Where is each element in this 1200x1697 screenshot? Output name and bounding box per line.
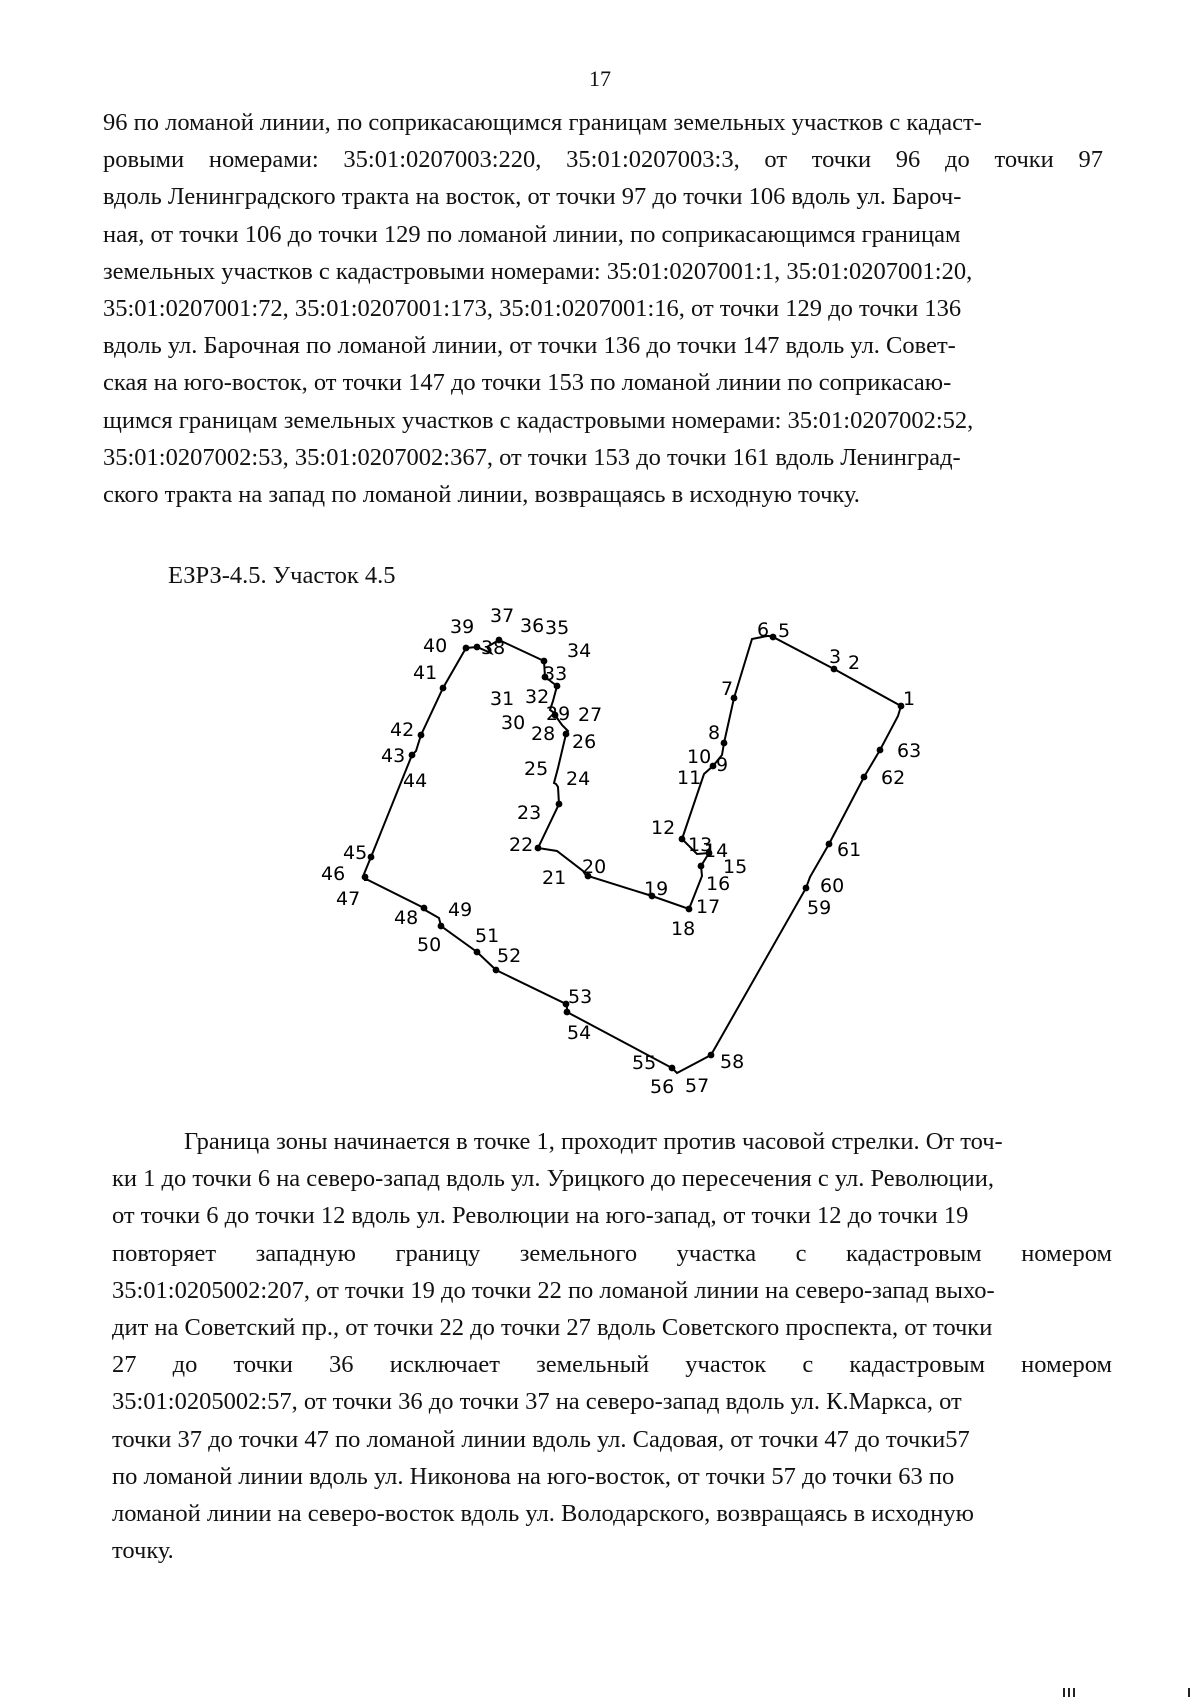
vertex-marker (679, 836, 686, 843)
point-label: 47 (336, 888, 361, 910)
scan-artifact (1063, 1688, 1065, 1697)
diagram-caption: ЕЗРЗ-4.5. Участок 4.5 (168, 562, 396, 589)
point-label: 19 (644, 878, 669, 900)
vertex-marker (698, 863, 705, 870)
vertex-marker (535, 845, 542, 852)
vertex-marker (474, 644, 481, 651)
point-label: 5 (778, 620, 791, 642)
vertex-marker (686, 906, 693, 913)
vertex-marker (803, 885, 810, 892)
point-label: 1 (903, 688, 916, 710)
point-label: 55 (632, 1052, 657, 1074)
vertex-marker (418, 732, 425, 739)
vertex-marker (770, 634, 777, 641)
text-line: ная, от точки 106 до точки 129 по ломаной линии, по соприкасающимся границам (103, 220, 961, 248)
text-line: земельных участков с кадастровыми номерами: 35:01:0207001:1, 35:01:0207001:20, (103, 257, 973, 285)
text-line: ская на юго-восток, от точки 147 до точки 153 по ломаной линии по соприкасаю- (103, 369, 952, 397)
vertex-marker (826, 841, 833, 848)
page-number: 17 (589, 66, 611, 91)
point-label: 27 (578, 704, 603, 726)
point-label: 26 (572, 731, 597, 753)
vertex-marker (368, 854, 375, 861)
point-label: 16 (706, 873, 731, 895)
text-line: повторяет западную границу земельного участка с кадастровым номером (112, 1239, 1112, 1267)
point-label: 31 (490, 688, 515, 710)
point-label: 34 (567, 640, 592, 662)
point-label: 57 (685, 1075, 710, 1097)
point-label: 35 (545, 617, 570, 639)
text-line: ровыми номерами: 35:01:0207003:220, 35:01:0207003:3, от точки 96 до точки 97 (103, 146, 1103, 174)
point-label: 50 (417, 934, 442, 956)
text-line: ки 1 до точки 6 на северо-запад вдоль ул. Урицкого до пересечения с ул. Революции, (112, 1165, 994, 1193)
vertex-marker (438, 923, 445, 930)
text-line: 35:01:0207002:53, 35:01:0207002:367, от точки 153 до точки 161 вдоль Ленинград- (103, 443, 961, 471)
vertex-marker (556, 801, 563, 808)
point-label: 41 (413, 662, 438, 684)
text-line: точки 37 до точки 47 по ломаной линии вдоль ул. Садовая, от точки 47 до точки57 (112, 1425, 970, 1453)
vertex-marker (474, 949, 481, 956)
vertex-marker (708, 1052, 715, 1059)
vertex-marker (463, 645, 470, 652)
text-line: дит на Советский пр., от точки 22 до точки 27 вдоль Советского проспекта, от точки (112, 1313, 993, 1341)
point-label: 15 (723, 856, 748, 878)
point-label: 49 (448, 899, 473, 921)
vertex-marker (877, 747, 884, 754)
point-label: 6 (757, 619, 770, 641)
point-label: 13 (688, 834, 713, 856)
vertex-marker (409, 752, 416, 759)
point-label: 61 (837, 839, 862, 861)
vertex-marker (440, 685, 447, 692)
scan-artifact (1068, 1688, 1070, 1697)
point-label: 60 (820, 875, 845, 897)
point-label: 37 (490, 605, 515, 627)
vertex-marker (564, 1009, 571, 1016)
point-label: 52 (497, 945, 522, 967)
point-label: 45 (343, 842, 368, 864)
point-label: 30 (501, 712, 526, 734)
text-line: 35:01:0205002:207, от точки 19 до точки 22 по ломаной линии на северо-запад выхо- (112, 1276, 995, 1304)
point-label: 63 (897, 740, 922, 762)
point-label: 54 (567, 1022, 592, 1044)
point-label: 21 (542, 867, 567, 889)
vertex-marker (421, 905, 428, 912)
text-line: ломаной линии на северо-восток вдоль ул. Володарского, возвращаясь в исходную (112, 1499, 974, 1527)
point-label: 11 (677, 767, 702, 789)
point-label: 22 (509, 834, 534, 856)
text-line: 27 до точки 36 исключает земельный участок с кадастровым номером (112, 1351, 1112, 1379)
point-label: 46 (321, 863, 346, 885)
text-line: ского тракта на запад по ломаной линии, возвращаясь в исходную точку. (103, 480, 860, 508)
point-label: 56 (650, 1076, 675, 1098)
scan-artifact (1188, 1688, 1190, 1697)
point-label: 3 (829, 646, 842, 668)
point-label: 32 (525, 686, 550, 708)
text-line: 35:01:0207001:72, 35:01:0207001:173, 35:01:0207001:16, от точки 129 до точки 136 (103, 294, 962, 322)
point-label: 38 (481, 637, 506, 659)
point-label: 8 (708, 722, 721, 744)
point-label: 39 (450, 616, 475, 638)
point-label: 51 (475, 925, 500, 947)
point-label: 62 (881, 767, 906, 789)
vertex-marker (669, 1065, 676, 1072)
text-line: от точки 6 до точки 12 вдоль ул. Революции на юго-запад, от точки 12 до точки 19 (112, 1202, 969, 1230)
text-line: 35:01:0205002:57, от точки 36 до точки 37 на северо-запад вдоль ул. К.Маркса, от (112, 1388, 962, 1416)
point-label: 40 (423, 635, 448, 657)
vertex-marker (362, 874, 369, 881)
point-label: 42 (390, 719, 415, 741)
point-label: 18 (671, 918, 696, 940)
vertex-marker (861, 774, 868, 781)
vertex-marker (563, 731, 570, 738)
point-label: 20 (582, 856, 607, 878)
text-line: 96 по ломаной линии, по соприкасающимся границам земельных участков с кадаст- (103, 109, 982, 136)
zone-boundary-line (364, 636, 901, 1073)
text-line: вдоль ул. Барочная по ломаной линии, от точки 136 до точки 147 вдоль ул. Совет- (103, 332, 956, 360)
point-label: 29 (546, 703, 571, 725)
point-label: 2 (848, 652, 861, 674)
point-label: 9 (716, 754, 729, 776)
point-label: 7 (721, 678, 734, 700)
text-line: щимся границам земельных участков с кадастровыми номерами: 35:01:0207002:52, (103, 406, 974, 434)
text-line: Граница зоны начинается в точке 1, проходит против часовой стрелки. От точ- (184, 1128, 1003, 1155)
point-label: 17 (696, 896, 721, 918)
point-label: 59 (807, 897, 832, 919)
text-line: точку. (112, 1537, 174, 1565)
vertex-marker (493, 967, 500, 974)
point-label: 25 (524, 758, 549, 780)
point-label: 53 (568, 986, 593, 1008)
point-label: 33 (543, 663, 568, 685)
point-label: 48 (394, 907, 419, 929)
point-label: 12 (651, 817, 676, 839)
point-label: 44 (403, 770, 428, 792)
point-label: 14 (704, 840, 729, 862)
vertex-marker (721, 740, 728, 747)
point-label: 43 (381, 745, 406, 767)
point-label: 24 (566, 768, 591, 790)
point-label: 58 (720, 1051, 745, 1073)
point-label: 23 (517, 802, 542, 824)
point-labels (321, 605, 921, 1098)
paragraph-bottom (112, 1123, 1112, 1569)
scan-artifact (1073, 1688, 1075, 1697)
text-line: вдоль Ленинградского тракта на восток, от точки 97 до точки 106 вдоль ул. Бароч- (103, 183, 962, 211)
point-label: 28 (531, 723, 556, 745)
point-label: 36 (520, 615, 545, 637)
text-line: по ломаной линии вдоль ул. Никонова на юго-восток, от точки 57 до точки 63 по (112, 1462, 955, 1490)
point-label: 10 (687, 746, 712, 768)
